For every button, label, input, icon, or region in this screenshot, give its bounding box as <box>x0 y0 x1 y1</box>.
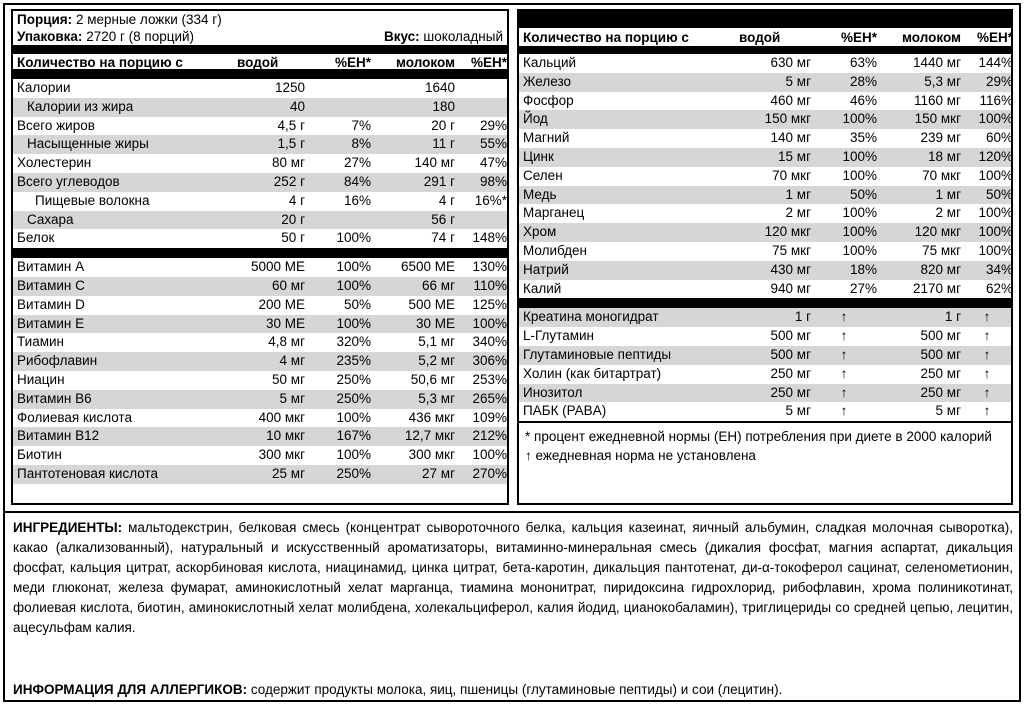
cell-milk: 120 мкг <box>914 224 961 240</box>
cell-dv-water <box>305 79 371 98</box>
table-row <box>519 167 1011 186</box>
cell-milk: 18 мг <box>928 148 961 164</box>
cell-dv-milk: 130% <box>472 259 507 275</box>
cell-dv-water: 100% <box>842 224 877 240</box>
cell-water: 60 мг <box>272 277 305 293</box>
cell-dv-water <box>305 211 371 230</box>
cell-dv-milk: ↑ <box>983 328 991 344</box>
cell-water: 630 мг <box>770 55 811 70</box>
cell-name: Железо <box>523 73 571 89</box>
cell-dv-water: 100% <box>842 205 877 221</box>
cell-milk: 74 г <box>431 230 455 246</box>
cell-dv-milk <box>455 79 507 98</box>
cell-dv-milk <box>455 98 507 117</box>
cell-dv-water: 46% <box>849 92 877 108</box>
cell-dv-water: 27% <box>849 280 877 296</box>
cell-dv-milk: ↑ <box>983 384 991 400</box>
cell-name: Холин (как битартрат) <box>523 365 662 381</box>
cell-name: Витамин B12 <box>17 428 100 444</box>
table-row <box>519 129 1011 148</box>
cell-dv-milk: 98% <box>479 173 507 189</box>
table-row <box>519 54 1011 73</box>
cell-water: 5 мг <box>785 73 811 89</box>
table-row <box>13 427 507 446</box>
cell-water: 500 мг <box>770 328 811 344</box>
cell-water: 500 мг <box>770 346 811 362</box>
cell-water: 5 мг <box>279 390 305 406</box>
thick-rule <box>13 248 507 258</box>
cell-milk: 5,1 мг <box>418 334 455 350</box>
cell-water: 20 г <box>281 211 305 227</box>
cell-dv-milk: 100% <box>978 242 1013 258</box>
table-row <box>519 280 1011 299</box>
table-row <box>13 229 507 248</box>
column-header <box>519 28 1011 48</box>
cell-water: 940 мг <box>770 280 811 296</box>
cell-dv-milk: 60% <box>985 130 1013 146</box>
cell-name: Калории из жира <box>27 98 134 114</box>
cell-dv-water: 100% <box>842 148 877 164</box>
table-row <box>519 402 1011 421</box>
cell-dv-water: 18% <box>849 261 877 277</box>
pack-label: Упаковка: <box>17 29 83 44</box>
cell-dv-milk <box>455 211 507 230</box>
portion-label: Порция: <box>17 12 73 27</box>
cell-milk: 180 <box>432 98 455 114</box>
cell-dv-milk: 148% <box>472 230 507 246</box>
cell-name: Биотин <box>17 447 62 463</box>
table-row <box>13 296 507 315</box>
table-row <box>13 173 507 192</box>
cell-name: Рибофлавин <box>17 353 98 369</box>
cell-dv-water: ↑ <box>840 384 848 400</box>
cell-milk: 1 мг <box>935 186 961 202</box>
cell-dv-milk: 270% <box>472 465 507 481</box>
cell-dv-water: 320% <box>336 334 371 350</box>
cell-dv-milk: 29% <box>479 117 507 133</box>
cell-milk: 75 мкг <box>922 242 961 258</box>
cell-dv-milk: 144% <box>978 55 1013 70</box>
cell-milk: 2 мг <box>935 205 961 221</box>
cell-dv-water: 50% <box>849 186 877 202</box>
cell-name: L-Глутамин <box>523 328 595 344</box>
cell-water: 25 мг <box>272 465 305 481</box>
thick-rule <box>13 71 507 79</box>
nutrition-label <box>3 3 1021 702</box>
col-water: водой <box>237 55 279 70</box>
cell-milk: 20 г <box>431 117 455 133</box>
thick-rule <box>13 45 507 54</box>
cell-dv-water: 100% <box>336 277 371 293</box>
table-row <box>519 73 1011 92</box>
cell-milk: 500 мг <box>920 346 961 362</box>
cell-dv-milk: 116% <box>979 92 1013 108</box>
cell-name: Кальций <box>523 55 577 70</box>
table-row <box>519 384 1011 403</box>
ingredients <box>13 518 1013 638</box>
cell-water: 50 г <box>281 230 305 246</box>
cell-water: 250 мг <box>770 384 811 400</box>
cell-name: Витамин C <box>17 277 85 293</box>
cell-dv-water: ↑ <box>840 309 848 325</box>
cell-dv-water: 100% <box>336 315 371 331</box>
cell-milk: 820 мг <box>920 261 961 277</box>
cell-dv-milk: ↑ <box>983 365 991 381</box>
cell-milk: 1440 мг <box>913 55 961 70</box>
cell-dv-water: 100% <box>336 447 371 463</box>
cell-water: 1250 <box>274 80 305 95</box>
cell-dv-milk: 100% <box>978 224 1013 240</box>
cell-dv-milk: 100% <box>978 205 1013 221</box>
cell-milk: 66 мг <box>422 277 455 293</box>
cell-dv-water: 16% <box>343 192 371 208</box>
cell-water: 252 г <box>273 173 305 189</box>
cell-dv-milk: 34% <box>985 261 1013 277</box>
cell-milk: 30 МЕ <box>415 315 455 331</box>
cell-water: 1 мг <box>785 186 811 202</box>
cell-dv-water: 28% <box>849 73 877 89</box>
cell-name: Селен <box>523 167 563 183</box>
table-row <box>13 333 507 352</box>
cell-water: 50 мг <box>272 371 305 387</box>
cell-water: 4 г <box>288 192 305 208</box>
cell-dv-milk: 100% <box>978 167 1013 183</box>
col-dv-milk: %ЕН* <box>470 55 507 70</box>
cell-water: 1 г <box>794 309 811 325</box>
cell-water: 460 мг <box>770 92 811 108</box>
cell-dv-milk: 125% <box>472 296 507 312</box>
cell-milk: 70 мкг <box>922 167 961 183</box>
cell-name: Молибден <box>523 242 587 258</box>
table-row <box>13 135 507 154</box>
cell-name: ПАБК (PABA) <box>523 403 607 419</box>
cell-dv-milk: ↑ <box>983 309 991 325</box>
cell-water: 10 мкг <box>266 428 305 444</box>
flavor <box>384 28 503 46</box>
cell-dv-water: 250% <box>336 465 371 481</box>
cell-name: Витамин E <box>17 315 85 331</box>
cell-name: Хром <box>523 224 557 240</box>
cell-water: 40 <box>289 98 305 114</box>
col-amount: Количество на порцию с <box>523 30 689 45</box>
portion-line <box>13 11 507 28</box>
cell-dv-water: 250% <box>336 390 371 406</box>
cell-dv-milk: 100% <box>472 447 507 463</box>
cell-water: 1,5 г <box>277 136 305 152</box>
table-row <box>519 308 1011 327</box>
divider <box>5 511 1019 513</box>
cell-water: 15 мг <box>778 148 811 164</box>
table-row <box>13 98 507 117</box>
cell-name: Пантотеновая кислота <box>17 465 158 481</box>
cell-water: 300 мкг <box>258 447 305 463</box>
cell-name: Сахара <box>27 211 74 227</box>
cell-milk: 436 мкг <box>408 409 455 425</box>
col-amount: Количество на порцию с <box>17 55 183 69</box>
table-row <box>519 242 1011 261</box>
cell-milk: 500 МЕ <box>408 296 455 312</box>
cell-dv-milk: 47% <box>479 155 507 171</box>
cell-dv-water <box>305 98 371 117</box>
table-row <box>519 261 1011 280</box>
cell-water: 4,8 мг <box>268 334 305 350</box>
cell-dv-water: ↑ <box>840 365 848 381</box>
cell-dv-water: ↑ <box>840 328 848 344</box>
allergy-text: содержит продукты молока, яиц, пшеницы (глутаминовые пептиды) и сои (лецитин). <box>250 682 783 697</box>
cell-name: Витамин D <box>17 296 85 312</box>
cell-name: Креатина моногидрат <box>523 309 659 325</box>
table-row <box>519 148 1011 167</box>
cell-name: Холестерин <box>17 155 92 171</box>
cell-milk: 56 г <box>431 211 455 227</box>
cell-name: Цинк <box>523 148 554 164</box>
cell-name: Глутаминовые пептиды <box>523 346 672 362</box>
cell-water: 2 мг <box>785 205 811 221</box>
cell-dv-water: 84% <box>343 173 371 189</box>
cell-dv-water: 100% <box>336 259 371 275</box>
col-dv-water: %ЕН* <box>334 55 371 70</box>
pack-value: 2720 г (8 порций) <box>86 29 195 44</box>
cell-water: 140 мг <box>770 130 811 146</box>
cell-water: 30 МЕ <box>265 315 305 331</box>
cell-dv-milk: 55% <box>479 136 507 152</box>
cell-milk: 5,3 мг <box>924 73 961 89</box>
table-row <box>519 110 1011 129</box>
thick-rule <box>519 11 1011 28</box>
table-row <box>519 92 1011 111</box>
cell-dv-milk: 62% <box>985 280 1013 296</box>
cell-milk: 500 мг <box>920 328 961 344</box>
cell-milk: 2170 мг <box>913 280 961 296</box>
cell-name: Всего жиров <box>17 117 95 133</box>
cell-dv-milk: ↑ <box>983 346 991 362</box>
cell-dv-milk: 253% <box>472 371 507 387</box>
cell-milk: 140 мг <box>414 155 455 171</box>
footnote-dv: * процент ежедневной нормы (ЕН) потребления при диете в 2000 калорий <box>525 429 992 445</box>
cell-milk: 1640 <box>424 80 455 95</box>
cell-dv-milk: ↑ <box>983 403 991 419</box>
cell-dv-water: 100% <box>336 230 371 246</box>
table-row <box>13 390 507 409</box>
cell-name: Пищевые волокна <box>35 192 150 208</box>
cell-name: Калий <box>523 280 562 296</box>
table-row <box>519 365 1011 384</box>
cell-dv-milk: 265% <box>472 390 507 406</box>
cell-milk: 5,2 мг <box>418 353 455 369</box>
cell-dv-water: 235% <box>336 353 371 369</box>
cell-name: Медь <box>523 186 557 202</box>
cell-water: 200 МЕ <box>258 296 305 312</box>
ingredients-label: ИНГРЕДИЕНТЫ: <box>13 520 123 535</box>
table-row <box>519 223 1011 242</box>
cell-name: Витамин B6 <box>17 390 92 406</box>
table-row <box>13 277 507 296</box>
table-row <box>519 346 1011 365</box>
cell-milk: 1160 мг <box>914 92 961 108</box>
cell-dv-water: 7% <box>351 117 371 133</box>
minerals-table <box>519 54 1011 298</box>
right-panel <box>517 9 1013 505</box>
cell-water: 75 мкг <box>772 242 811 258</box>
table-row <box>13 192 507 211</box>
cell-water: 120 мкг <box>764 224 811 240</box>
cell-dv-milk: 16%* <box>474 192 507 208</box>
cell-name: Марганец <box>523 205 585 221</box>
cell-water: 5 мг <box>785 403 811 419</box>
portion-value: 2 мерные ложки (334 г) <box>75 12 222 27</box>
cell-water: 5000 МЕ <box>250 259 305 275</box>
cell-water: 4,5 г <box>277 117 305 133</box>
cell-water: 430 мг <box>770 261 811 277</box>
cell-name: Фолиевая кислота <box>17 409 132 425</box>
cell-milk: 27 мг <box>422 465 455 481</box>
cell-milk: 12,7 мкг <box>404 428 455 444</box>
table-row <box>13 154 507 173</box>
table-row <box>13 315 507 334</box>
cell-milk: 239 мг <box>920 130 961 146</box>
flavor-value: шоколадный <box>423 29 503 44</box>
thick-rule <box>519 298 1011 308</box>
table-row <box>13 117 507 136</box>
table-row <box>519 186 1011 205</box>
cell-name: Ниацин <box>17 371 65 387</box>
cell-dv-milk: 50% <box>985 186 1013 202</box>
cell-dv-milk: 306% <box>472 353 507 369</box>
cell-milk: 300 мкг <box>408 447 455 463</box>
cell-name: Белок <box>17 230 55 246</box>
cell-name: Всего углеводов <box>17 173 120 189</box>
table-row <box>13 79 507 98</box>
table-row <box>13 446 507 465</box>
cell-milk: 4 г <box>438 192 455 208</box>
cell-dv-milk: 29% <box>985 73 1013 89</box>
cell-name: Насыщенные жиры <box>27 136 149 152</box>
cell-name: Калории <box>17 80 71 95</box>
cell-milk: 250 мг <box>920 365 961 381</box>
cell-milk: 150 мкг <box>914 111 961 127</box>
cell-name: Инозитол <box>523 384 583 400</box>
cell-dv-milk: 120% <box>978 148 1013 164</box>
cell-dv-water: 8% <box>351 136 371 152</box>
footnote-na: ↑ ежедневная норма не установлена <box>525 448 756 464</box>
cell-milk: 250 мг <box>920 384 961 400</box>
cell-dv-water: 100% <box>336 409 371 425</box>
allergy-info <box>13 681 1013 699</box>
cell-name: Йод <box>523 111 548 127</box>
cell-dv-milk: 100% <box>472 315 507 331</box>
cell-dv-milk: 100% <box>978 111 1013 127</box>
cell-milk: 6500 МЕ <box>400 259 455 275</box>
cell-water: 70 мкг <box>772 167 811 183</box>
table-row <box>13 465 507 484</box>
cell-milk: 50,6 мг <box>410 371 455 387</box>
left-panel <box>11 9 509 505</box>
facts-area <box>5 5 1019 511</box>
cell-dv-water: 35% <box>849 130 877 146</box>
cell-dv-water: 100% <box>842 167 877 183</box>
flavor-label: Вкус: <box>383 29 420 44</box>
vitamins-table <box>13 258 507 484</box>
cell-water: 400 мкг <box>258 409 305 425</box>
table-row <box>13 211 507 230</box>
other-table <box>519 308 1011 421</box>
table-row <box>13 258 507 277</box>
cell-milk: 11 г <box>432 136 455 152</box>
cell-milk: 291 г <box>423 173 455 189</box>
cell-dv-milk: 340% <box>472 334 507 350</box>
table-row <box>519 327 1011 346</box>
footnotes <box>519 423 1011 465</box>
cell-dv-milk: 110% <box>473 277 507 293</box>
col-dv-water: %ЕН* <box>840 30 877 45</box>
cell-name: Фосфор <box>523 92 574 108</box>
cell-dv-water: ↑ <box>840 403 848 419</box>
cell-milk: 5 мг <box>935 403 961 419</box>
cell-dv-milk: 212% <box>472 428 507 444</box>
cell-name: Натрий <box>523 261 569 277</box>
pack-line <box>13 28 507 45</box>
ingredients-text: мальтодекстрин, белковая смесь (концентрат сывороточного белка, кальция казеинат, яичный альбумин, сладкая молочная сыворотка), какао (алкализованный), натуральный и искусственный ароматизаторы, витаминно-минеральная смесь (дикалия фосфат, магния аспартат, дикальция фосфат, кальция цитрат, аскорбиновая кислота, ниацинамид, цинка цитрат, бета-каротин, дикальция пантотенат, ди-α-токоферол сацинат, селенометионин, меди глюконат, железа фумарат, аминокислотный хелат марганца, тиамина мононитрат, пиридоксина гидрохлорид, рибофлавин, хрома полиникотинат, фолиевая кислота, биотин, аминокислотный хелат молибдена, холекальциферол, калия йодид, цианокобаламин), триглицериды со средней цепью, лецитин, ацесульфам калия. <box>13 520 1013 635</box>
cell-dv-water: 27% <box>343 155 371 171</box>
cell-dv-water: 63% <box>849 55 877 70</box>
col-water: водой <box>739 30 781 45</box>
cell-water: 4 мг <box>279 353 305 369</box>
col-milk: молоком <box>902 30 961 45</box>
table-row <box>13 409 507 428</box>
table-row <box>13 371 507 390</box>
cell-dv-water: 250% <box>336 371 371 387</box>
cell-dv-water: ↑ <box>840 346 848 362</box>
cell-name: Тиамин <box>17 334 64 350</box>
cell-dv-water: 50% <box>343 296 371 312</box>
cell-dv-water: 100% <box>842 111 877 127</box>
allergy-label: ИНФОРМАЦИЯ ДЛЯ АЛЛЕРГИКОВ: <box>13 682 248 697</box>
cell-water: 80 мг <box>272 155 305 171</box>
cell-name: Витамин A <box>17 259 85 275</box>
col-dv-milk: %ЕН* <box>976 30 1013 45</box>
cell-water: 150 мкг <box>764 111 811 127</box>
cell-dv-water: 100% <box>842 242 877 258</box>
cell-milk: 1 г <box>944 309 961 325</box>
cell-name: Магний <box>523 130 570 146</box>
cell-dv-milk: 109% <box>472 409 507 425</box>
col-milk: молоком <box>396 55 455 70</box>
column-header <box>13 54 507 71</box>
table-row <box>519 204 1011 223</box>
table-row <box>13 352 507 371</box>
macros-table <box>13 79 507 248</box>
cell-milk: 5,3 мг <box>418 390 455 406</box>
cell-dv-water: 167% <box>336 428 371 444</box>
cell-water: 250 мг <box>770 365 811 381</box>
